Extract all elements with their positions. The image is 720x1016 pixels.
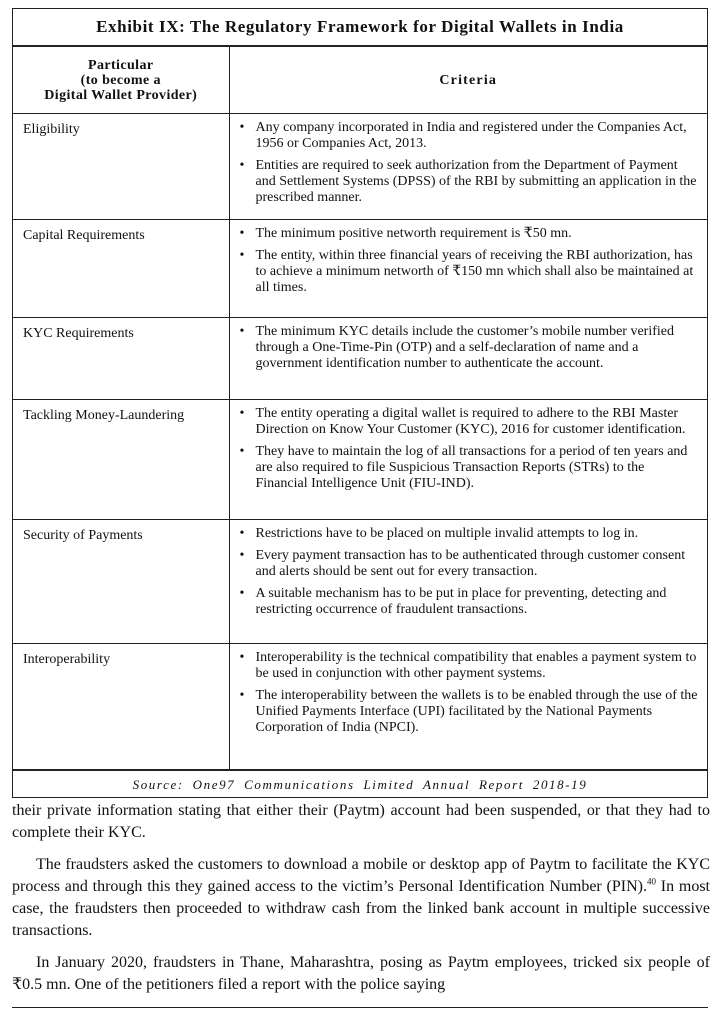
exhibit-box <box>12 8 708 798</box>
table-row-security-of-payments <box>13 520 707 644</box>
particular-cell: Tackling Money-Laundering <box>13 400 229 520</box>
criteria-item: • Every payment transaction has to be authenticated through customer consent and alerts should be sent out for every transaction. <box>239 548 686 579</box>
criteria-cell <box>229 400 707 520</box>
particular-cell: Capital Requirements <box>13 220 229 318</box>
table-header-row <box>13 47 707 114</box>
bullet-icon: • <box>239 120 245 135</box>
source-note: Source: One97 Communications Limited Annual Report 2018-19 <box>13 770 707 799</box>
table-row-kyc-requirements <box>13 318 707 400</box>
paragraph: their private information stating that either their (Paytm) account had been suspended, or that they had to complete their KYC. <box>12 802 710 841</box>
bullet-icon: • <box>239 406 245 421</box>
criteria-item: • The entity operating a digital wallet is required to adhere to the RBI Master Direction on Know Your Customer (KYC), 2016 for customer identification. <box>239 406 686 437</box>
criteria-item: • A suitable mechanism has to be put in place for preventing, detecting and restricting occurrence of fraudulent transactions. <box>239 586 667 617</box>
paragraph: The fraudsters asked the customers to download a mobile or desktop app of Paytm to facilitate the KYC process and through this they gained access to the victim’s Personal Identification Number (PIN).$^{40}$ In most case, the fraudsters then proceeded to withdraw cash from the linked bank account in multiple successive transactions. <box>12 856 711 939</box>
bullet-icon: • <box>239 158 245 173</box>
footer-rule <box>12 1007 708 1008</box>
footnote-marker[interactable]: 40 <box>646 876 656 887</box>
criteria-item: • Entities are required to seek authorization from the Department of Payment and Settlement Systems (DPSS) of the RBI by submitting an application in the prescribed manner. <box>239 158 697 205</box>
criteria-item: • Any company incorporated in India and registered under the Companies Act, 1956 or Companies Act, 2013. <box>239 120 687 151</box>
bullet-icon: • <box>239 444 245 459</box>
criteria-item: • The interoperability between the wallets is to be enabled through the use of the Unified Payments Interface (UPI) facilitated by the National Payments Corporation of India (NPCI). <box>239 688 698 735</box>
criteria-item: • Restrictions have to be placed on multiple invalid attempts to log in. <box>239 526 639 541</box>
header-criteria: Criteria <box>229 47 707 114</box>
bullet-icon: • <box>239 226 245 241</box>
paragraph: In January 2020, fraudsters in Thane, Maharashtra, posing as Paytm employees, tricked six people of ₹0.5 mn. One of the petitioners filed a report with the police saying <box>12 954 710 993</box>
body-text <box>12 800 710 1006</box>
table-row-capital-requirements <box>13 220 707 318</box>
particular-cell: Interoperability <box>13 644 229 770</box>
bullet-icon: • <box>239 548 245 563</box>
particular-cell: KYC Requirements <box>13 318 229 400</box>
bullet-icon: • <box>239 688 245 703</box>
bullet-icon: • <box>239 248 245 263</box>
particular-cell: Eligibility <box>13 114 229 220</box>
criteria-cell <box>229 318 707 400</box>
bullet-icon: • <box>239 526 245 541</box>
criteria-item: • The minimum positive networth requirement is ₹50 mn. <box>239 226 572 241</box>
criteria-item: • The entity, within three financial years of receiving the RBI authorization, has to achieve a minimum networth of ₹150 mn which shall also be maintained at all times. <box>239 248 694 295</box>
criteria-item: • The minimum KYC details include the customer’s mobile number verified through a One-Time-Pin (OTP) and a self-declaration of name and a government identification number to authenticate the account. <box>239 324 674 371</box>
criteria-cell <box>229 220 707 318</box>
bullet-icon: • <box>239 586 245 601</box>
exhibit-title: Exhibit IX: The Regulatory Framework for Digital Wallets in India <box>13 9 707 46</box>
particular-cell: Security of Payments <box>13 520 229 644</box>
bullet-icon: • <box>239 324 245 339</box>
regulatory-framework-table <box>13 46 707 770</box>
criteria-item: • They have to maintain the log of all transactions for a period of ten years and are also required to file Suspicious Transaction Reports (STRs) to the Financial Intelligence Unit (FIU-IND). <box>239 444 688 491</box>
bullet-icon: • <box>239 650 245 665</box>
criteria-cell <box>229 520 707 644</box>
criteria-cell <box>229 644 707 770</box>
table-row-tackling-money-laundering <box>13 400 707 520</box>
criteria-cell <box>229 114 707 220</box>
header-particular: Particular (to become a Digital Wallet Provider) <box>13 47 229 114</box>
table-row-interoperability <box>13 644 707 770</box>
table-row-eligibility <box>13 114 707 220</box>
criteria-item: • Interoperability is the technical compatibility that enables a payment system to be used in conjunction with other payment systems. <box>239 650 697 681</box>
